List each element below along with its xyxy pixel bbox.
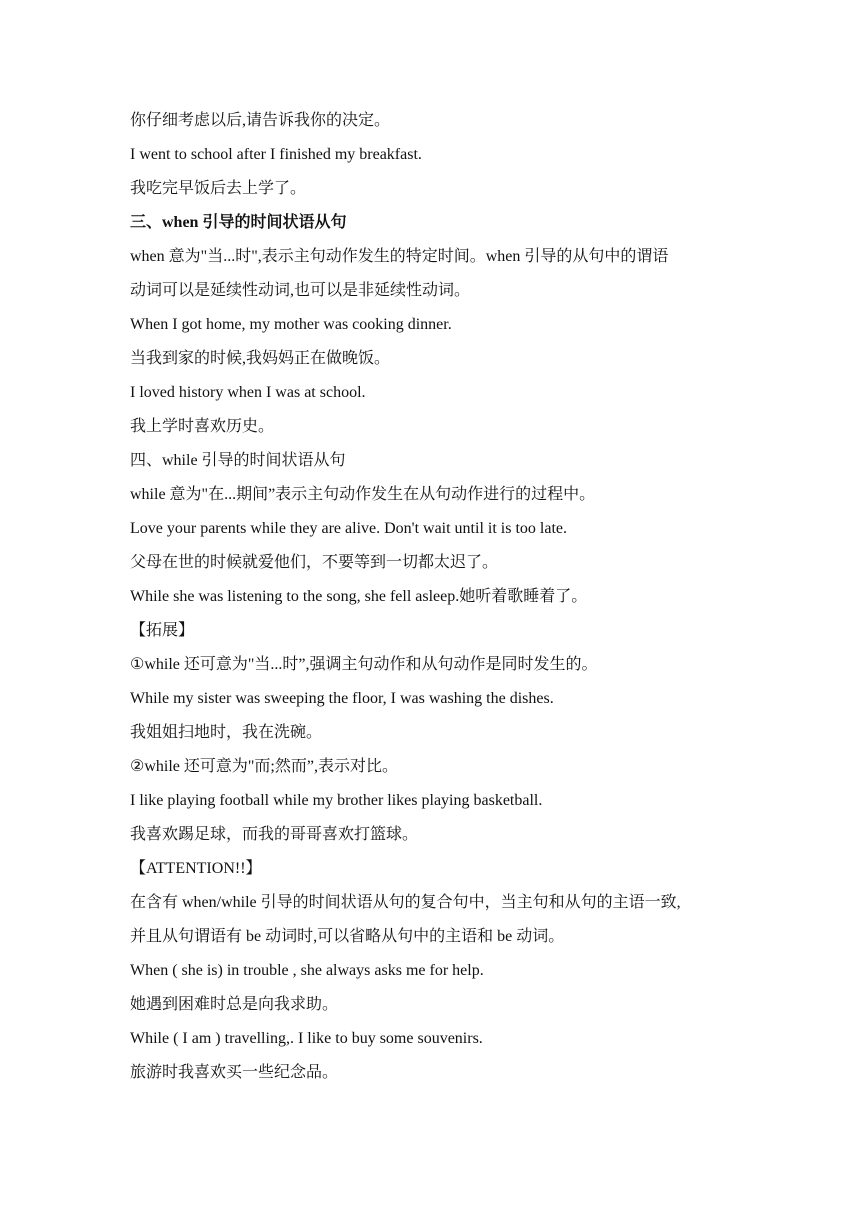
section-heading: 三、when 引导的时间状语从句 [130,214,347,231]
text-line: ②while 还可意为"而;然而”,表示对比。 [130,758,398,775]
text-line: ①while 还可意为"当...时”,强调主句动作和从句动作是同时发生的。 [130,656,598,673]
document-body [130,109,740,1095]
text-line: 【拓展】 [130,622,195,639]
text-line: 在含有 when/while 引导的时间状语从句的复合句中，当主句和从句的主语一致, [130,894,681,911]
text-line: While she was listening to the song, she fell asleep.她听着歌睡着了。 [130,588,588,605]
text-line: 我吃完早饭后去上学了。 [130,180,307,197]
text-line: 你仔细考虑以后,请告诉我你的决定。 [130,112,391,129]
text-line: 动词可以是延续性动词,也可以是非延续性动词。 [130,282,471,299]
text-line: Love your parents while they are alive. Don't wait until it is too late. [130,520,567,537]
text-line: I loved history when I was at school. [130,384,366,401]
text-line: while 意为"在...期间”表示主句动作发生在从句动作进行的过程中。 [130,486,596,503]
text-line: 父母在世的时候就爱他们，不要等到一切都太迟了。 [130,554,499,571]
text-line: When I got home, my mother was cooking dinner. [130,316,452,333]
text-line: when 意为"当...时",表示主句动作发生的特定时间。when 引导的从句中的谓语 [130,248,669,265]
text-line: While ( I am ) travelling,. I like to buy some souvenirs. [130,1030,483,1047]
text-line: 当我到家的时候,我妈妈正在做晚饭。 [130,350,391,367]
text-line: 并且从句谓语有 be 动词时,可以省略从句中的主语和 be 动词。 [130,928,565,945]
text-line: While my sister was sweeping the floor, I was washing the dishes. [130,690,554,707]
text-line: 她遇到困难时总是向我求助。 [130,996,339,1013]
text-line: 我上学时喜欢历史。 [130,418,275,435]
text-line: When ( she is) in trouble , she always asks me for help. [130,962,484,979]
text-line: 旅游时我喜欢买一些纪念品。 [130,1064,339,1081]
text-line: 我喜欢踢足球，而我的哥哥喜欢打篮球。 [130,826,419,843]
text-line: 【ATTENTION!!】 [130,860,262,877]
text-line: I went to school after I finished my breakfast. [130,146,422,163]
text-line: 四、while 引导的时间状语从句 [130,452,346,469]
text-line: I like playing football while my brother likes playing basketball. [130,792,543,809]
text-line: 我姐姐扫地时，我在洗碗。 [130,724,323,741]
